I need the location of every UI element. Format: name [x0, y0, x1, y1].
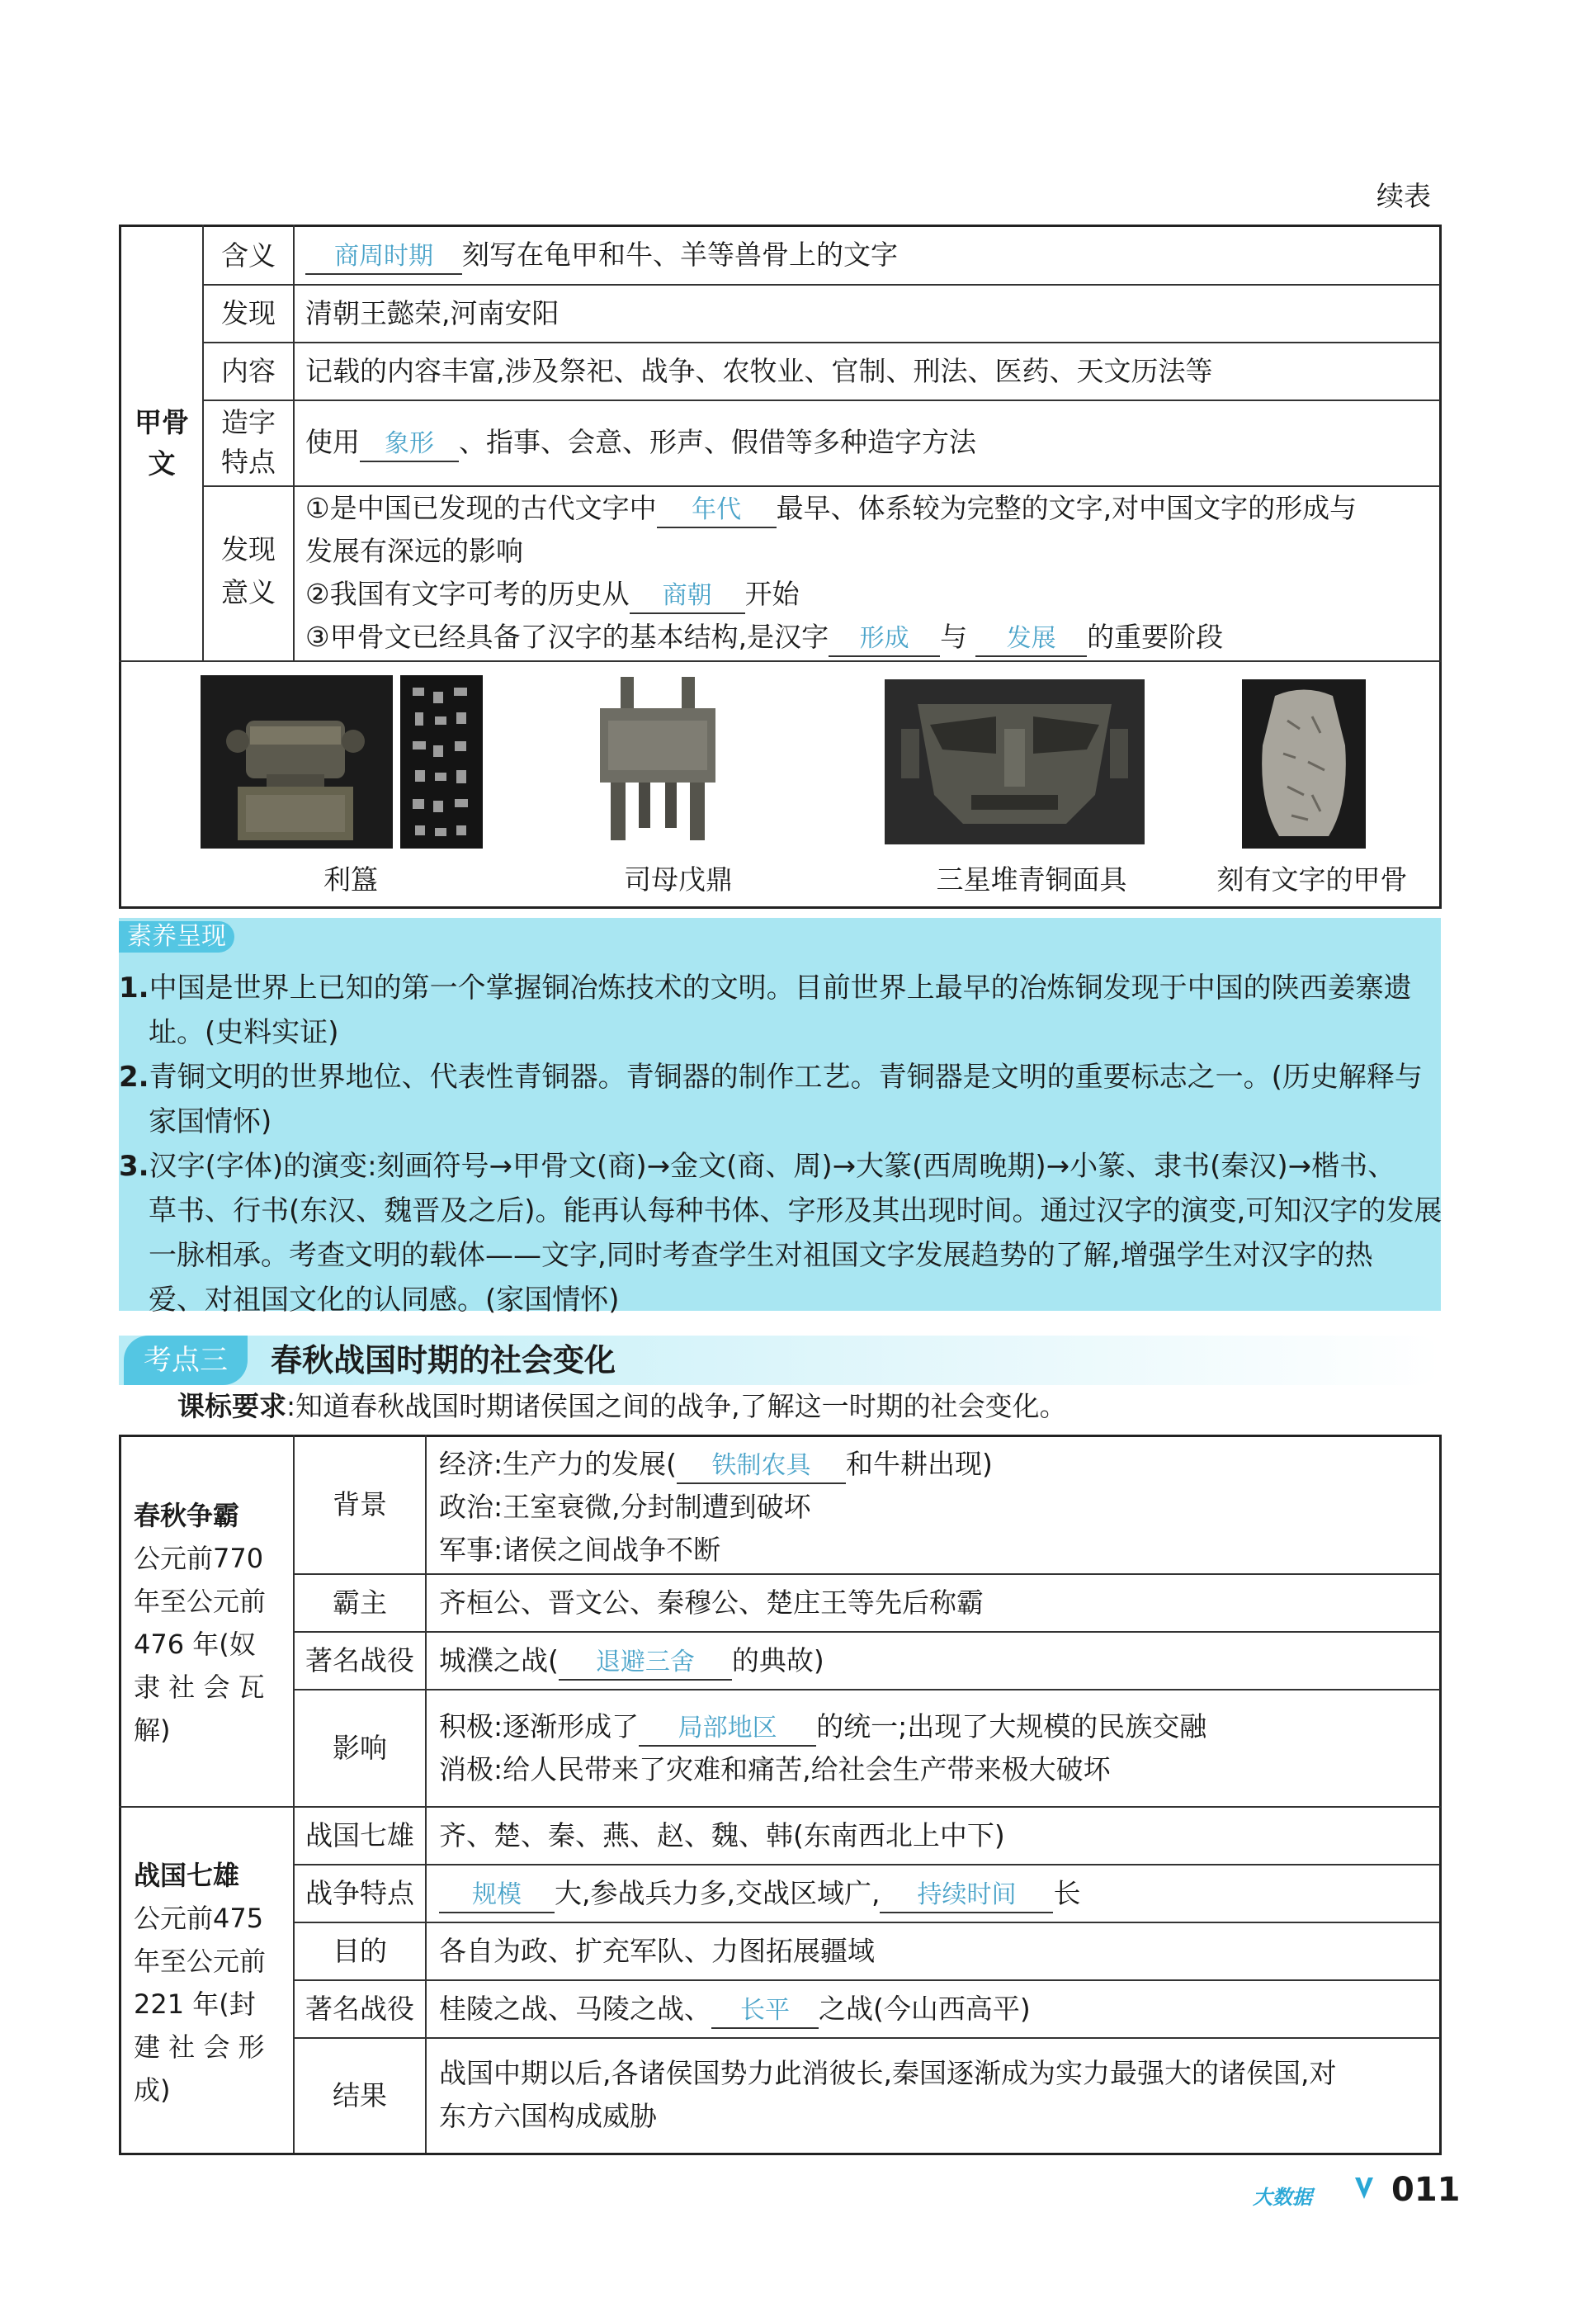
literacy-tag: 素养呈现 — [119, 921, 234, 953]
literacy-item-3-cont-2: 一脉相承。考查文明的载体——文字,同时考查学生对祖国文字发展趋势的了解,增强学生对汉字的热 — [149, 1239, 1373, 1272]
label-battle-ws: 著名战役 — [305, 1993, 414, 2025]
literacy-item-3-cont-1: 草书、行书(东汉、魏晋及之后)。能再认每种书体、字形及其出现时间。通过汉字的演变,可知汉字的发展 — [149, 1194, 1443, 1227]
bg-politics: 政治:王室衰微,分封制遭到破坏 — [439, 1491, 811, 1523]
answer-blank: 铁制农具 — [677, 1449, 846, 1484]
label-hegemon: 霸主 — [333, 1586, 387, 1619]
significance-line-3: ②我国有文字可考的历史从 商朝 开始 — [305, 573, 800, 616]
label-seven-states: 战国七雄 — [305, 1819, 414, 1851]
bg-economy: 经济:生产力的发展( 铁制农具 和牛耕出现) — [439, 1443, 993, 1486]
section-title: 春秋战国时期的社会变化 — [271, 1342, 616, 1378]
literacy-item-2: 2.青铜文明的世界地位、代表性青铜器。青铜器的制作工艺。青铜器是文明的重要标志之一。(历史解释与 — [119, 1061, 1423, 1094]
literacy-item-1-cont: 址。(史料实证) — [149, 1016, 339, 1049]
brand-v-icon — [1353, 2176, 1375, 2201]
spring-autumn-cell: 春秋争霸 公元前770 年至公元前 476 年(奴 隶 社 会 瓦 解) — [134, 1494, 286, 1752]
seven-states-text: 齐、楚、秦、燕、赵、魏、韩(东南西北上中下) — [439, 1819, 1005, 1851]
answer-blank: 商周时期 — [305, 240, 462, 275]
answer-blank: 象形 — [360, 428, 459, 462]
caption-simuwu-ding: 司母戊鼎 — [624, 863, 733, 896]
goal-text: 各自为政、扩充军队、力图拓展疆域 — [439, 1935, 875, 1967]
label-impact: 影响 — [333, 1732, 387, 1764]
label-background: 背景 — [333, 1488, 387, 1520]
row-label-content: 内容 — [221, 355, 276, 387]
significance-line-1: ①是中国已发现的古代文字中 年代 最早、体系较为完整的文字,对中国文字的形成与 — [305, 487, 1357, 530]
spring-autumn-name: 春秋争霸 — [134, 1500, 240, 1531]
bg-military: 军事:诸侯之间战争不断 — [439, 1534, 721, 1566]
literacy-item-3: 3.汉字(字体)的演变:刻画符号→甲骨文(商)→金文(商、周)→大篆(西周晚期)→小篆、隶书(秦汉)→楷书、 — [119, 1150, 1396, 1183]
li-gui-image — [201, 675, 393, 849]
result-line-2: 东方六国构成威胁 — [439, 2100, 657, 2132]
answer-blank: 退避三舍 — [559, 1646, 732, 1681]
label-goal: 目的 — [333, 1935, 387, 1967]
row-label-meaning: 含义 — [221, 239, 276, 272]
row-content-text: 记载的内容丰富,涉及祭祀、战争、农牧业、官制、刑法、医药、天文历法等 — [305, 355, 1213, 387]
oracle-bone-image — [1242, 679, 1366, 849]
label-result: 结果 — [333, 2079, 387, 2111]
caption-li-gui: 利簋 — [323, 863, 378, 896]
answer-blank: 形成 — [829, 622, 940, 657]
row-label-significance: 发现 意义 — [221, 533, 276, 608]
row-discovery-text: 清朝王懿荣,河南安阳 — [305, 297, 560, 329]
row-label-discovery: 发现 — [221, 297, 276, 329]
literacy-item-1: 1.中国是世界上已知的第一个掌握铜冶炼技术的文明。目前世界上最早的冶炼铜发现于中国的陕西姜寨遗 — [119, 972, 1412, 1005]
significance-line-4: ③甲骨文已经具备了汉字的基本结构,是汉字 形成 与 发展 的重要阶段 — [305, 616, 1223, 659]
brand-logo: 大数据 — [1253, 2186, 1312, 2209]
literacy-item-3-cont-3: 爱、对祖国文化的认同感。(家国情怀) — [149, 1284, 620, 1317]
answer-blank: 持续时间 — [880, 1879, 1053, 1913]
inscription-rubbing-image — [400, 675, 483, 849]
section-tag: 考点三 — [124, 1336, 248, 1385]
curriculum-requirement: 课标要求:知道春秋战国时期诸侯国之间的战争,了解这一时期的社会变化。 — [177, 1390, 1067, 1422]
battle-ws-text: 桂陵之战、马陵之战、 长平 之战(今山西高平) — [439, 1988, 1031, 2031]
row-features-text: 使用 象形 、指事、会意、形声、假借等多种造字方法 — [305, 421, 976, 464]
literacy-item-2-cont: 家国情怀) — [149, 1105, 272, 1138]
caption-oracle-bone: 刻有文字的甲骨 — [1216, 863, 1408, 896]
answer-blank: 发展 — [975, 622, 1087, 657]
label-battle-sa: 著名战役 — [305, 1644, 414, 1676]
continued-label: 续表 — [1376, 180, 1431, 212]
warring-states-cell: 战国七雄 公元前475 年至公元前 221 年(封 建 社 会 形 成) — [134, 1854, 286, 2111]
battle-sa-text: 城濮之战( 退避三舍 的典故) — [439, 1639, 824, 1682]
impact-negative: 消极:给人民带来了灾难和痛苦,给社会生产带来极大破坏 — [439, 1753, 1111, 1785]
answer-blank: 商朝 — [630, 579, 745, 614]
answer-blank: 长平 — [711, 1994, 819, 2029]
significance-line-2: 发展有深远的影响 — [305, 535, 523, 567]
page-number: 011 — [1391, 2171, 1461, 2209]
row-label-features: 造字 特点 — [221, 406, 276, 478]
answer-blank: 局部地区 — [639, 1712, 816, 1747]
sanxingdui-mask-image — [885, 679, 1145, 844]
impact-positive: 积极:逐渐形成了 局部地区 的统一;出现了大规模的民族交融 — [439, 1705, 1206, 1748]
warring-states-name: 战国七雄 — [134, 1860, 240, 1891]
hegemon-text: 齐桓公、晋文公、秦穆公、楚庄王等先后称霸 — [439, 1586, 984, 1619]
result-line-1: 战国中期以后,各诸侯国势力此消彼长,秦国逐渐成为实力最强大的诸侯国,对 — [439, 2057, 1337, 2089]
row-meaning-text: 商周时期 刻写在龟甲和牛、羊等兽骨上的文字 — [305, 234, 898, 277]
caption-sanxingdui-mask: 三星堆青铜面具 — [936, 863, 1127, 896]
simuwu-ding-image — [588, 675, 728, 849]
oracle-category: 甲骨文 — [135, 406, 189, 480]
label-war-features: 战争特点 — [305, 1877, 414, 1909]
answer-blank: 规模 — [439, 1879, 555, 1913]
answer-blank: 年代 — [657, 494, 777, 528]
war-features-text: 规模 大,参战兵力多,交战区域广, 持续时间 长 — [439, 1872, 1080, 1915]
